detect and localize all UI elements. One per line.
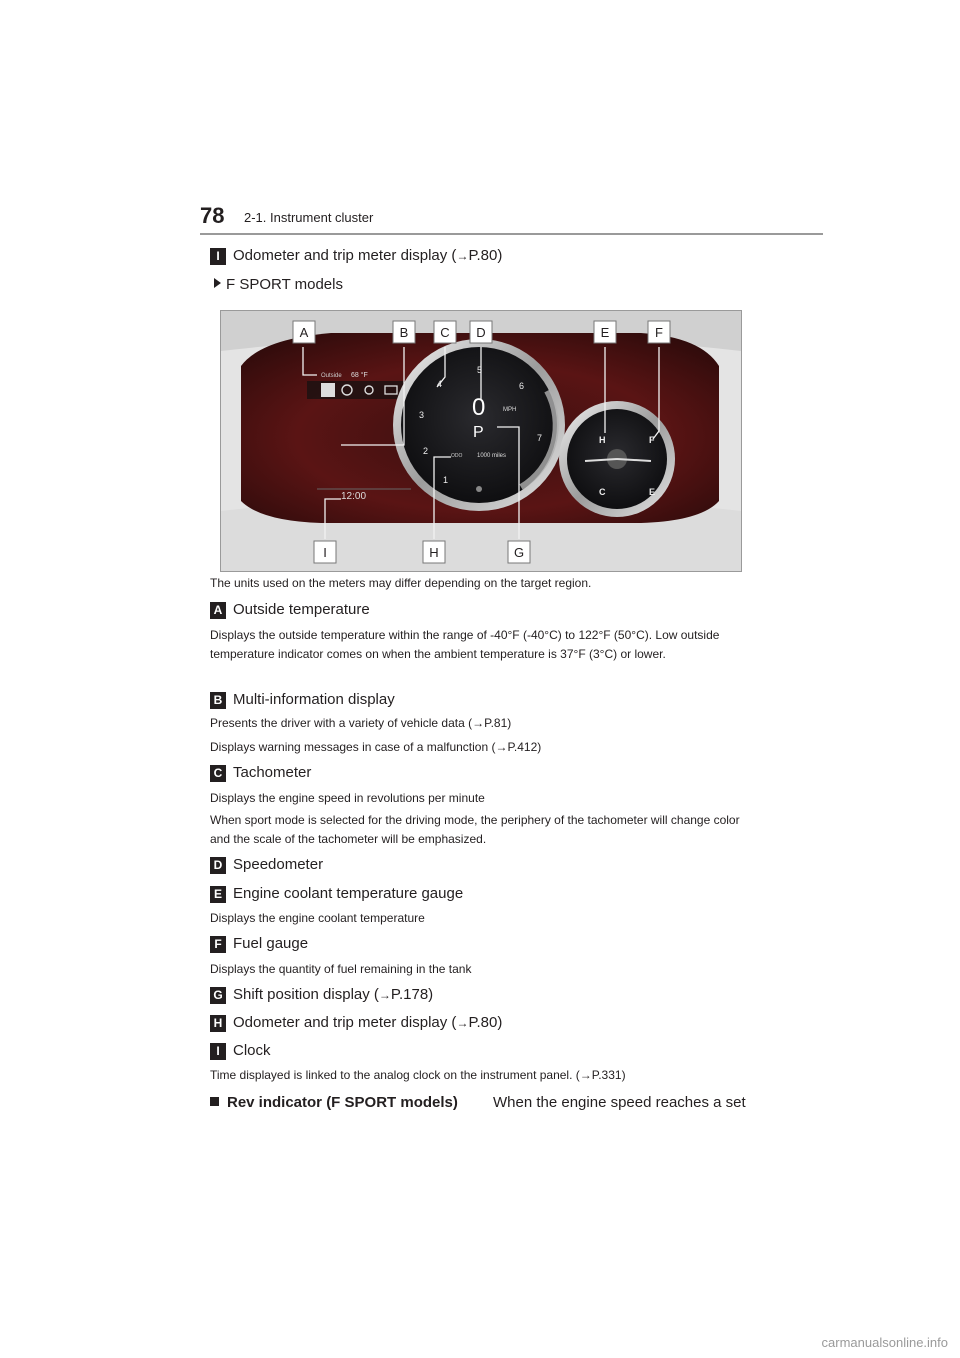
speed-unit: MPH [503,407,517,413]
tach-number-7: 7 [537,433,543,443]
figure-caption: The units used on the meters may differ depending on the target region. [210,576,592,590]
item-title-outside-temperature: Outside temperature [233,601,370,618]
item-desc-multi-info-1: Presents the driver with a variety of vehicle data (→P.81) [210,716,512,730]
cluster-illustration [221,311,741,571]
page-number: 78 [200,203,225,228]
square-bullet-icon [210,1097,219,1106]
page-ref-link[interactable]: P.81) [484,716,512,730]
item-title-odometer-top: Odometer and trip meter display (→P.80) [233,247,503,264]
item-label-badge-i: I [210,1043,226,1060]
clock-readout: 12:00 [341,491,367,502]
callout-g: G [513,545,525,560]
callout-i: I [323,545,327,560]
page-ref-link[interactable]: P.80) [468,1014,503,1031]
item-desc-clock: Time displayed is linked to the analog clock on the instrument panel. (→P.331) [210,1068,626,1082]
callout-d: D [476,325,486,340]
tach-number-4: 4 [437,379,443,389]
tach-number-5: 5 [477,365,483,375]
item-label-badge-g: G [210,987,226,1004]
item-title-coolant-gauge: Engine coolant temperature gauge [233,885,464,902]
item-title-tachometer: Tachometer [233,764,312,781]
tach-number-2: 2 [423,446,429,456]
header-divider [200,233,823,235]
item-desc-multi-info-2: Displays warning messages in case of a malfunction (→P.412) [210,740,542,754]
item-label-badge-a: A [210,602,226,619]
arrow-icon: → [456,1016,469,1030]
page-ref-link[interactable]: P.80) [468,247,503,264]
item-label-badge-h: H [210,1015,226,1032]
arrow-icon: → [472,716,485,730]
item-label-badge: I [210,248,226,265]
arrow-icon: → [456,249,469,263]
item-label-badge-d: D [210,857,226,874]
page-ref-link[interactable]: P.412) [507,740,542,754]
callout-h: H [429,545,439,560]
sub-heading: F SPORT models [214,276,343,293]
odo-readout: 1000 miles [477,453,507,459]
rev-indicator-heading: Rev indicator (F SPORT models) [210,1094,458,1111]
item-label-badge-b: B [210,692,226,709]
item-title-fuel-gauge: Fuel gauge [233,935,309,952]
item-label-badge-f: F [210,936,226,953]
gauge-full: F [649,435,655,445]
item-title-multi-information-display: Multi-information display [233,691,395,708]
callout-e: E [600,325,610,340]
arrow-icon: → [495,740,508,754]
item-desc-fuel-gauge: Displays the quantity of fuel remaining in the tank [210,962,472,976]
item-title-clock: Clock [233,1042,271,1059]
watermark: carmanualsonline.info [821,1335,948,1350]
tach-number-6: 6 [519,381,525,391]
outside-temp-readout: 68 °F [351,372,368,379]
instrument-cluster-figure [220,310,742,572]
rev-indicator-text: When the engine speed reaches a set [493,1094,746,1111]
callout-a: A [299,325,309,340]
item-desc-tachometer-1: Displays the engine speed in revolutions per minute [210,791,485,805]
tach-number-1: 1 [443,475,449,485]
gauge-cold: C [599,487,606,497]
page-ref-link[interactable]: P.178) [390,986,434,1003]
gauge-empty: E [649,487,656,497]
arrow-icon: → [579,1068,592,1082]
callout-c: C [440,325,450,340]
item-title-speedometer: Speedometer [233,856,324,873]
item-title-shift-position: Shift position display (→P.178) [233,986,434,1003]
gauge-hot: H [599,435,606,445]
item-desc-outside-temperature: Displays the outside temperature within the range of -40°F (-40°C) to 122°F (50°C). Low outside temperature indicator comes on when the ambient temperature is 37°F (3°C) or lower. [210,628,720,661]
outside-label: Outside [321,373,342,379]
tach-number-3: 3 [419,410,425,420]
callout-b: B [399,325,409,340]
callout-f: F [655,325,663,340]
speed-readout: 0 [472,394,486,421]
arrow-icon: → [378,988,391,1002]
item-desc-coolant-gauge: Displays the engine coolant temperature [210,911,425,925]
triangle-bullet-icon [214,278,221,288]
page-ref-link[interactable]: P.331) [591,1068,626,1082]
shift-position: P [473,424,484,441]
item-desc-tachometer-2: When sport mode is selected for the driving mode, the periphery of the tachometer will change color and the scale of the tachometer will be emphasized. [210,813,740,846]
section-title: 2-1. Instrument cluster [244,210,374,225]
item-label-badge-c: C [210,765,226,782]
item-title-odometer: Odometer and trip meter display (→P.80) [233,1014,503,1031]
odo-label: ODO [451,453,463,459]
item-label-badge-e: E [210,886,226,903]
